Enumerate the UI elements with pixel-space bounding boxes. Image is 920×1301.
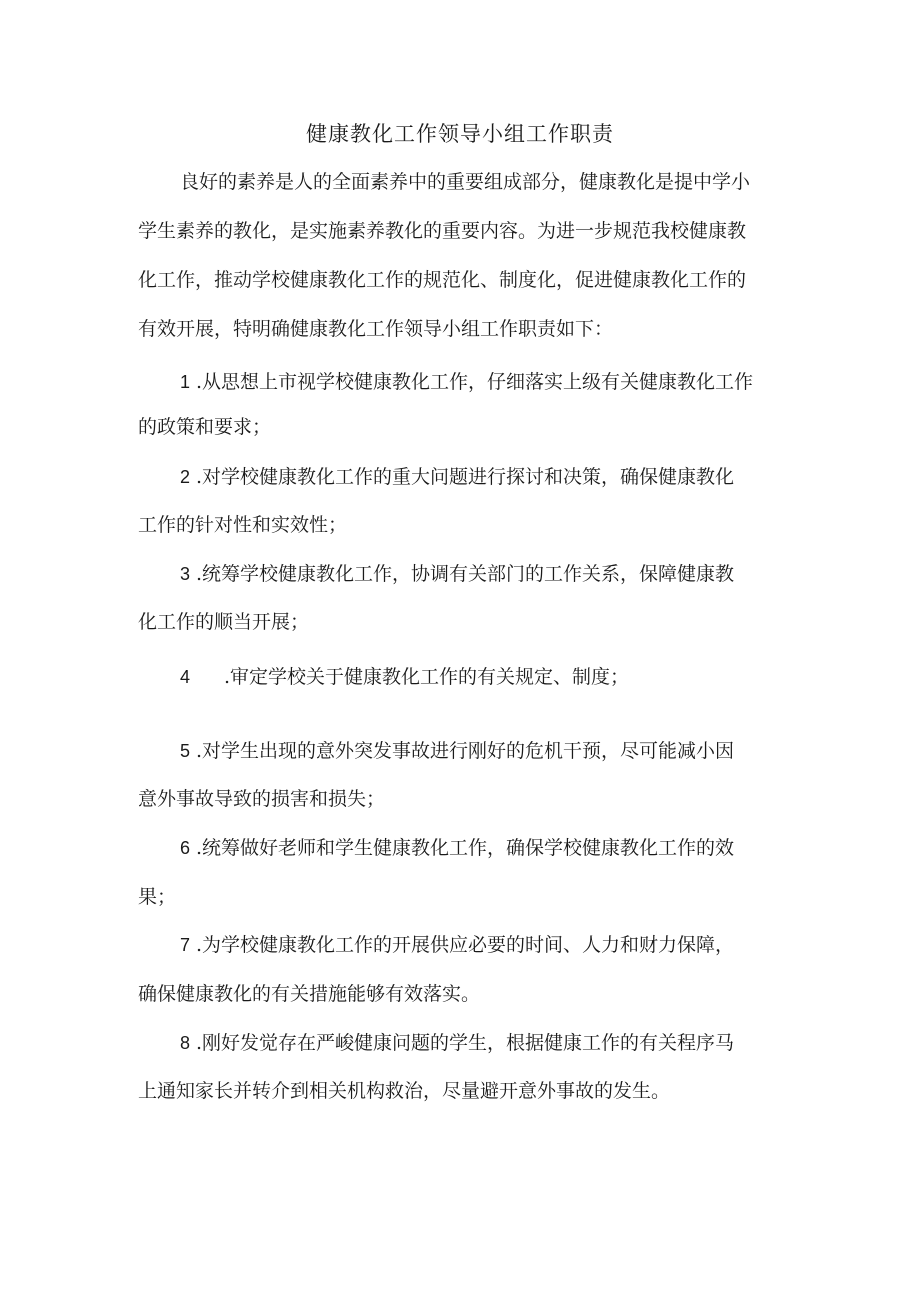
item-number: 7 (180, 935, 191, 955)
item-1-line-2: 的政策和要求； (138, 416, 272, 438)
item-3-line-2: 化工作的顺当开展； (138, 611, 310, 633)
item-8-line-1 (180, 1031, 734, 1055)
item-5-line-1 (180, 739, 734, 763)
item-number: 6 (180, 838, 191, 858)
item-number: 4 (180, 667, 191, 687)
item-text: .刚好发觉存在严峻健康问题的学生，根据健康工作的有关程序马 (196, 1032, 735, 1054)
intro-line: 学生素养的教化，是实施素养教化的重要内容。为进一步规范我校健康教 (138, 220, 747, 242)
item-number: 3 (180, 564, 191, 584)
item-number: 5 (180, 741, 191, 761)
item-1-line-1 (180, 370, 753, 394)
document-title: 健康教化工作领导小组工作职责 (306, 122, 614, 146)
item-2-line-2: 工作的针对性和实效性； (138, 514, 348, 536)
item-2-line-1 (180, 465, 734, 489)
item-number: 8 (180, 1033, 191, 1053)
intro-line: 良好的素养是人的全面素养中的重要组成部分，健康教化是提中学小 (180, 171, 751, 193)
item-text: .对学校健康教化工作的重大问题进行探讨和决策，确保健康教化 (196, 466, 735, 488)
item-text: .统筹学校健康教化工作，协调有关部门的工作关系，保障健康教 (196, 563, 735, 585)
item-4-line-1 (180, 665, 629, 689)
item-number: 2 (180, 467, 191, 487)
item-text: .审定学校关于健康教化工作的有关规定、制度； (224, 666, 630, 688)
item-text: .为学校健康教化工作的开展供应必要的时间、人力和财力保障， (196, 934, 735, 956)
item-text: .统筹做好老师和学生健康教化工作，确保学校健康教化工作的效 (196, 837, 735, 859)
item-text: .对学生出现的意外突发事故进行刚好的危机干预，尽可能减小因 (196, 740, 735, 762)
item-8-line-2: 上通知家长并转介到相关机构救治，尽量避开意外事故的发生。 (138, 1080, 671, 1102)
item-6-line-2: 果； (138, 886, 177, 908)
item-number: 1 (180, 372, 191, 392)
intro-line: 有效开展，特明确健康教化工作领导小组工作职责如下： (138, 318, 614, 340)
item-3-line-1 (180, 562, 734, 586)
item-5-line-2: 意外事故导致的损害和损失； (138, 788, 386, 810)
item-7-line-2: 确保健康教化的有关措施能够有效落实。 (138, 983, 481, 1005)
item-text: .从思想上市视学校健康教化工作，仔细落实上级有关健康教化工作 (196, 371, 754, 393)
item-6-line-1 (180, 836, 734, 860)
intro-line: 化工作，推动学校健康教化工作的规范化、制度化，促进健康教化工作的 (138, 269, 747, 291)
item-7-line-1 (180, 933, 734, 957)
